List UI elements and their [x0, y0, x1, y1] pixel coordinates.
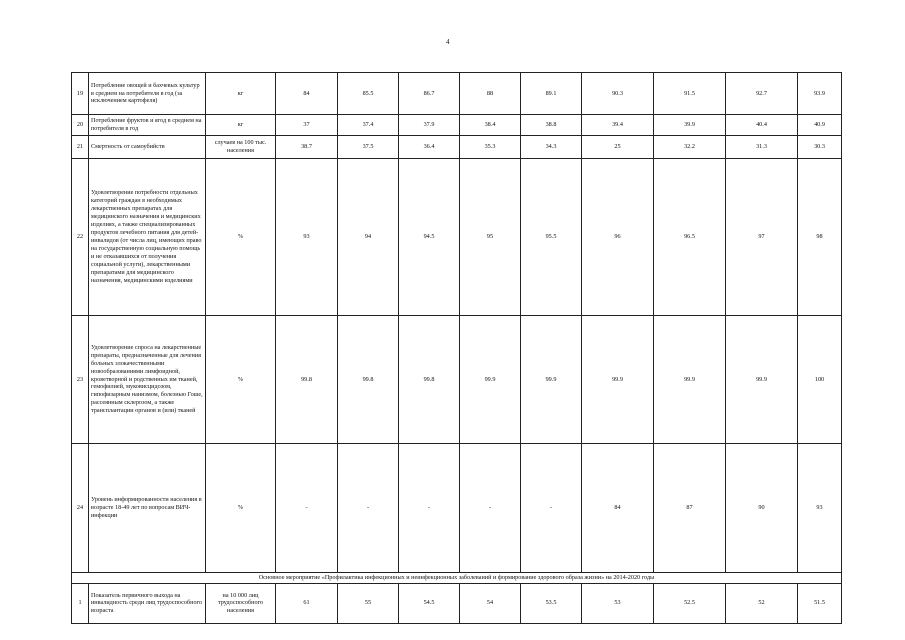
row-number: 22: [72, 159, 89, 316]
value-cell: -: [521, 444, 582, 573]
value-cell: 92.7: [726, 73, 798, 115]
value-cell: 37: [276, 115, 338, 136]
value-cell: -: [399, 444, 460, 573]
table-row: [72, 159, 842, 316]
value-cell: 54: [460, 583, 521, 623]
value-cell: 99.9: [582, 316, 654, 444]
value-cell: 36.4: [399, 136, 460, 159]
value-cell: 52: [726, 583, 798, 623]
value-cell: 99.9: [521, 316, 582, 444]
value-cell: 98: [798, 159, 842, 316]
value-cell: 32.2: [654, 136, 726, 159]
table-row: [72, 316, 842, 444]
value-cell: 90: [726, 444, 798, 573]
value-cell: 96.5: [654, 159, 726, 316]
value-cell: 94.5: [399, 159, 460, 316]
value-cell: 86.7: [399, 73, 460, 115]
indicator-name: Смертность от самоубийств: [89, 136, 206, 159]
value-cell: 25: [582, 136, 654, 159]
value-cell: 91.5: [654, 73, 726, 115]
unit-cell: %: [206, 444, 276, 573]
indicator-name: Показатель первичного выхода на инвалидность среди лиц трудоспособного возраста: [89, 583, 206, 623]
value-cell: 84: [582, 444, 654, 573]
value-cell: 100: [798, 316, 842, 444]
indicator-name: Удовлетворение потребности отдельных категорий граждан в необходимых лекарственных препаратах для медицинского назначения и медицинских изделиях, а также специализированных продуктов лечебного питания для детей-инвалидов (от числа лиц, имеющих право на государственную социальную помощь и не отказавшихся от получения социальной услуги), лекарственными препаратами для медицинского назначения, медицинскими изделиями: [89, 159, 206, 316]
value-cell: 99.8: [399, 316, 460, 444]
value-cell: 51.5: [798, 583, 842, 623]
unit-cell: кг: [206, 73, 276, 115]
value-cell: 61: [276, 583, 338, 623]
table-row: [72, 583, 842, 623]
value-cell: 95.5: [521, 159, 582, 316]
value-cell: 90.3: [582, 73, 654, 115]
value-cell: 39.9: [654, 115, 726, 136]
value-cell: 37.4: [338, 115, 399, 136]
value-cell: 89.1: [521, 73, 582, 115]
value-cell: 34.3: [521, 136, 582, 159]
value-cell: 99.9: [726, 316, 798, 444]
page-number: 4: [446, 38, 450, 46]
value-cell: 84: [276, 73, 338, 115]
value-cell: -: [276, 444, 338, 573]
indicator-name: Удовлетворение спроса на лекарственные препараты, предназначенные для лечения больных злокачественными новообразованиями лимфоидной, кроветворной и родственных им тканей, гемофилией, муковисцидозом, гипофизарным нанизмом, болезнью Гоше, рассеянным склерозом, а также трансплантации органов и (или) тканей: [89, 316, 206, 444]
unit-cell: на 10 000 лиц трудоспособного населения: [206, 583, 276, 623]
row-number: 1: [72, 583, 89, 623]
table-row: [72, 136, 842, 159]
unit-cell: случаев на 100 тыс. населения: [206, 136, 276, 159]
value-cell: 30.3: [798, 136, 842, 159]
value-cell: 85.5: [338, 73, 399, 115]
row-number: 23: [72, 316, 89, 444]
value-cell: 39.4: [582, 115, 654, 136]
value-cell: 37.5: [338, 136, 399, 159]
value-cell: 93: [276, 159, 338, 316]
table-row: [72, 73, 842, 115]
table-row: [72, 444, 842, 573]
unit-cell: кг: [206, 115, 276, 136]
section-header-row: [72, 573, 842, 584]
indicator-name: Уровень информированности населения в возрасте 18-49 лет по вопросам ВИЧ-инфекции: [89, 444, 206, 573]
value-cell: 31.3: [726, 136, 798, 159]
value-cell: 99.8: [338, 316, 399, 444]
value-cell: 55: [338, 583, 399, 623]
indicators-table: [71, 72, 842, 624]
value-cell: 97: [726, 159, 798, 316]
value-cell: 87: [654, 444, 726, 573]
value-cell: 88: [460, 73, 521, 115]
section-title: Основное мероприятие «Профилактика инфекционных и неинфекционных заболеваний и формирование здорового образа жизни» на 2014-2020 годы: [72, 573, 842, 584]
value-cell: 35.3: [460, 136, 521, 159]
value-cell: 38.4: [460, 115, 521, 136]
value-cell: 37.9: [399, 115, 460, 136]
value-cell: 95: [460, 159, 521, 316]
indicator-name: Потребление фруктов и ягод в среднем на потребителя в год: [89, 115, 206, 136]
row-number: 20: [72, 115, 89, 136]
value-cell: 99.9: [654, 316, 726, 444]
value-cell: 93: [798, 444, 842, 573]
value-cell: -: [338, 444, 399, 573]
value-cell: 96: [582, 159, 654, 316]
value-cell: 38.7: [276, 136, 338, 159]
indicator-name: Потребление овощей и бахчевых культур в среднем на потребителя в год (за исключением картофеля): [89, 73, 206, 115]
value-cell: 38.8: [521, 115, 582, 136]
value-cell: 53.5: [521, 583, 582, 623]
value-cell: 93.9: [798, 73, 842, 115]
value-cell: 54.5: [399, 583, 460, 623]
value-cell: 40.9: [798, 115, 842, 136]
row-number: 24: [72, 444, 89, 573]
value-cell: 94: [338, 159, 399, 316]
value-cell: 52.5: [654, 583, 726, 623]
value-cell: 99.8: [276, 316, 338, 444]
value-cell: 99.9: [460, 316, 521, 444]
row-number: 21: [72, 136, 89, 159]
row-number: 19: [72, 73, 89, 115]
value-cell: -: [460, 444, 521, 573]
unit-cell: %: [206, 159, 276, 316]
unit-cell: %: [206, 316, 276, 444]
value-cell: 53: [582, 583, 654, 623]
value-cell: 40.4: [726, 115, 798, 136]
table-row: [72, 115, 842, 136]
